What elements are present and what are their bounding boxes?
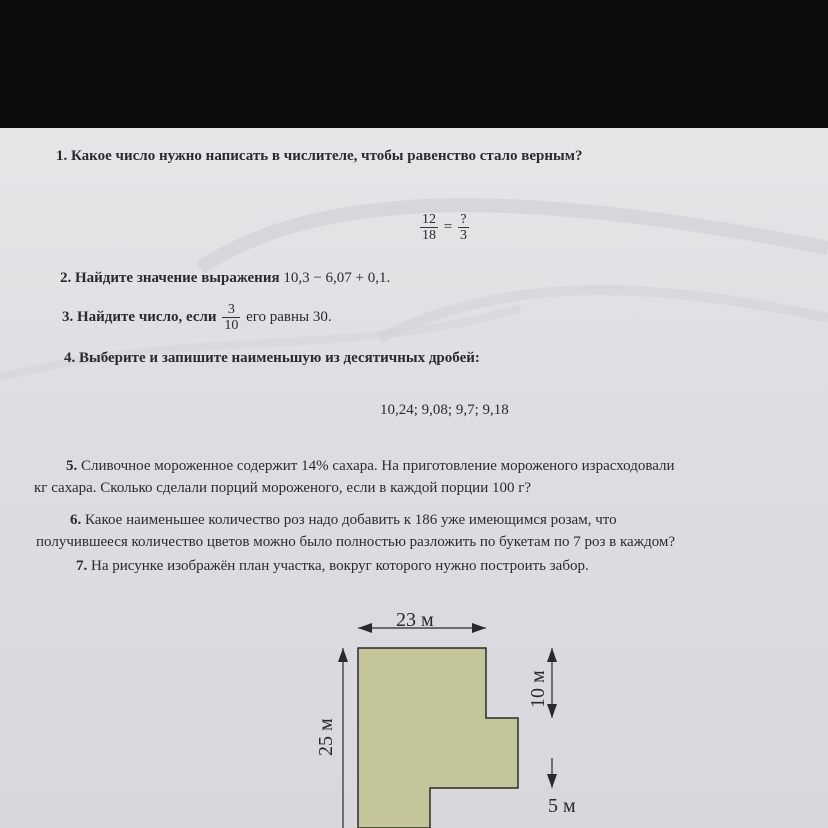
label-23m: 23 м	[396, 609, 434, 631]
question-6-number: 6.	[70, 512, 82, 528]
fraction-denominator: 10	[224, 318, 239, 333]
fraction-denominator: 3	[459, 228, 467, 243]
fraction-numerator: ?	[458, 212, 469, 228]
plot-plan-diagram	[0, 128, 828, 828]
label-10m: 10 м	[527, 670, 549, 708]
fraction-numerator: 3	[222, 302, 240, 318]
question-2-number: 2.	[60, 270, 72, 286]
label-25m: 25 м	[315, 718, 337, 756]
label-5m: 5 м	[548, 795, 576, 817]
photo-dark-border	[0, 0, 828, 128]
question-1-text: Какое число нужно написать в числителе, чтобы равенство стало верным?	[71, 148, 583, 164]
question-5-text-1: Сливочное мороженное содержит 14% сахара. На приготовление мороженого израсходовали	[81, 458, 675, 474]
question-6-line-2: получившееся количество цветов можно было полностью разложить по букетам по 7 роз в каждом?	[36, 534, 676, 550]
fraction-denominator: 18	[422, 228, 436, 243]
fraction-numerator: 12	[422, 212, 436, 227]
question-1-number: 1.	[56, 148, 68, 164]
question-3-text: Найдите число, если	[77, 308, 217, 325]
arrow-right-top	[547, 648, 557, 662]
question-4-text: Выберите и запишите наименьшую из десятичных дробей:	[79, 350, 480, 366]
question-7-number: 7.	[76, 558, 88, 574]
equals-sign: =	[443, 218, 453, 235]
question-2-text: Найдите значение выражения	[75, 270, 280, 286]
arrow-top-left	[358, 623, 372, 633]
question-7-text: На рисунке изображён план участка, вокруг которого нужно построить забор.	[91, 558, 589, 574]
plot-shape	[358, 648, 518, 828]
question-5-line-2: кг сахара. Сколько сделали порций мороженого, если в каждой порции 100 г?	[34, 480, 532, 496]
question-6-text-1: Какое наименьшее количество роз надо добавить к 186 уже имеющимся розам, что	[85, 512, 617, 528]
question-5-number: 5.	[66, 458, 78, 474]
arrow-bottom-right	[547, 774, 557, 788]
question-2-expression: 10,3 − 6,07 + 0,1.	[283, 270, 391, 286]
arrow-top-right	[472, 623, 486, 633]
arrow-left-top	[338, 648, 348, 662]
question-4-number: 4.	[64, 350, 76, 366]
question-3-tail: его равны 30.	[246, 308, 332, 325]
question-4-values: 10,24; 9,08; 9,7; 9,18	[380, 402, 509, 418]
worksheet-page	[0, 128, 828, 828]
question-3-number: 3.	[62, 308, 74, 325]
